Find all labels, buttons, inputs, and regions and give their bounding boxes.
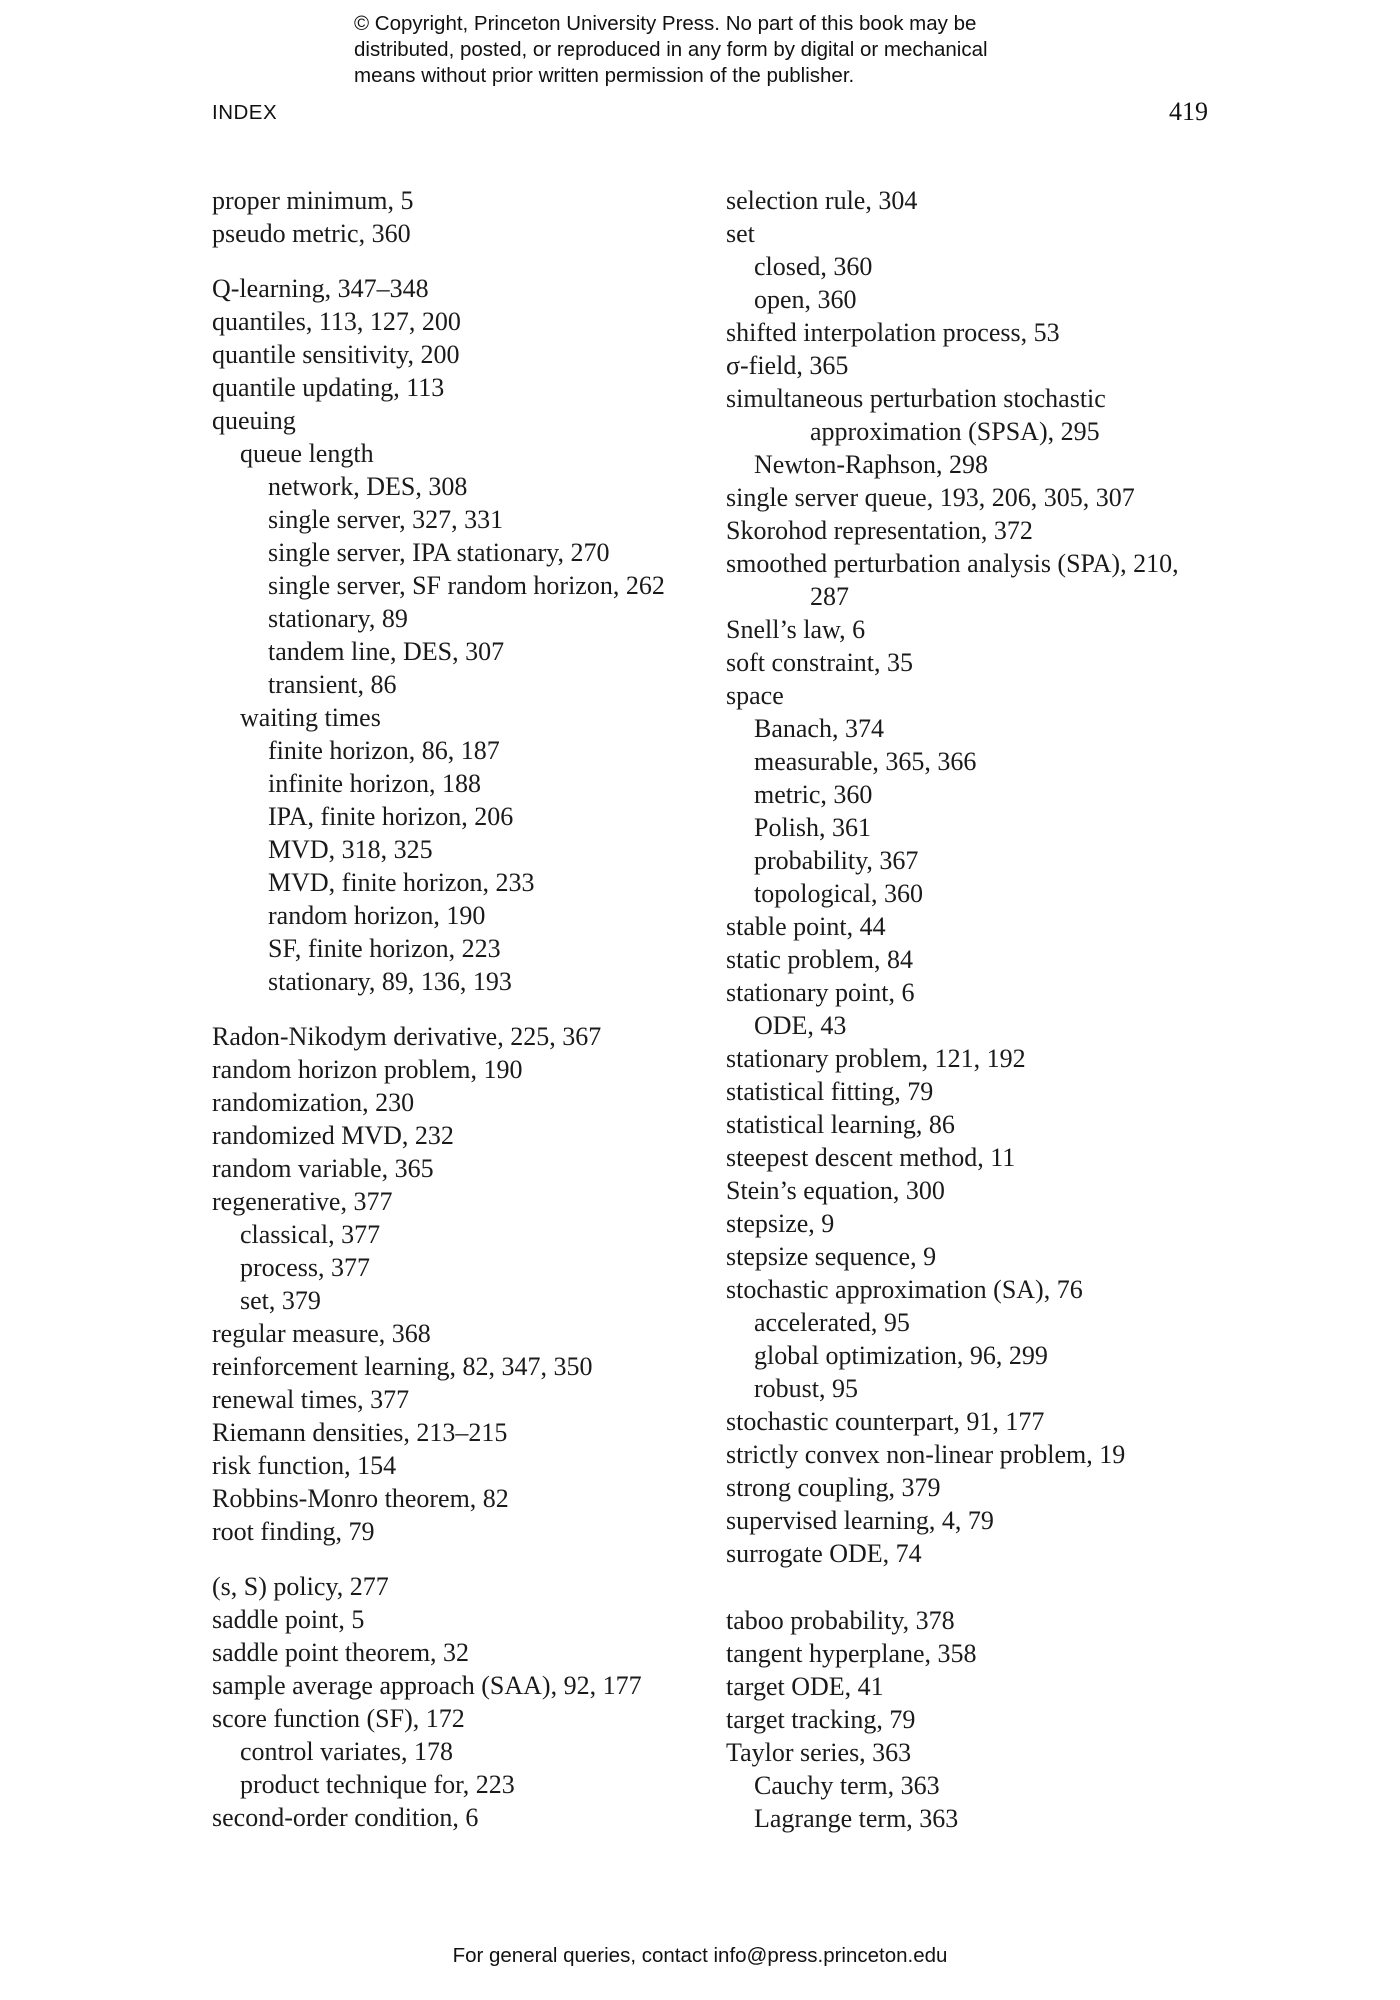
index-entry: Riemann densities, 213–215 <box>212 1418 508 1447</box>
index-entry: reinforcement learning, 82, 347, 350 <box>212 1352 593 1381</box>
index-subsubentry: infinite horizon, 188 <box>268 769 482 798</box>
index-entry: sample average approach (SAA), 92, 177 <box>212 1671 642 1700</box>
index-entry: stationary problem, 121, 192 <box>726 1044 1026 1073</box>
index-entry-continuation: 287 <box>810 582 849 611</box>
index-entry: Skorohod representation, 372 <box>726 516 1033 545</box>
index-entry: Taylor series, 363 <box>726 1738 912 1767</box>
index-entry: stochastic counterpart, 91, 177 <box>726 1407 1045 1436</box>
index-entry: random horizon problem, 190 <box>212 1055 523 1084</box>
index-entry: (s, S) policy, 277 <box>212 1572 389 1601</box>
index-subsubentry: random horizon, 190 <box>268 901 486 930</box>
index-entry: tangent hyperplane, 358 <box>726 1639 977 1668</box>
index-subentry: Polish, 361 <box>754 813 872 842</box>
index-subentry: Banach, 374 <box>754 714 884 743</box>
index-entry: statistical fitting, 79 <box>726 1077 934 1106</box>
index-entry: random variable, 365 <box>212 1154 434 1183</box>
index-entry: root finding, 79 <box>212 1517 375 1546</box>
index-entry: simultaneous perturbation stochastic <box>726 384 1106 413</box>
copyright-line: © Copyright, Princeton University Press. No part of this book may be <box>354 12 977 35</box>
index-subsubentry: stationary, 89, 136, 193 <box>268 967 512 996</box>
index-subentry: control variates, 178 <box>240 1737 453 1766</box>
index-subentry: queue length <box>240 439 374 468</box>
index-entry: space <box>726 681 784 710</box>
index-subsubentry: MVD, 318, 325 <box>268 835 433 864</box>
index-subentry: global optimization, 96, 299 <box>754 1341 1048 1370</box>
index-entry: queuing <box>212 406 296 435</box>
index-subentry: metric, 360 <box>754 780 873 809</box>
index-entry: saddle point theorem, 32 <box>212 1638 470 1667</box>
running-head: INDEX <box>212 101 278 124</box>
index-subentry: probability, 367 <box>754 846 919 875</box>
index-entry: surrogate ODE, 74 <box>726 1539 922 1568</box>
index-subentry: process, 377 <box>240 1253 370 1282</box>
index-entry: regenerative, 377 <box>212 1187 393 1216</box>
index-entry: steepest descent method, 11 <box>726 1143 1016 1172</box>
index-entry: proper minimum, 5 <box>212 186 414 215</box>
index-entry: saddle point, 5 <box>212 1605 365 1634</box>
index-entry: shifted interpolation process, 53 <box>726 318 1060 347</box>
index-entry: stochastic approximation (SA), 76 <box>726 1275 1083 1304</box>
index-entry: stationary point, 6 <box>726 978 915 1007</box>
index-subentry: accelerated, 95 <box>754 1308 910 1337</box>
index-entry: set <box>726 219 755 248</box>
index-entry: strong coupling, 379 <box>726 1473 941 1502</box>
index-subsubentry: SF, finite horizon, 223 <box>268 934 501 963</box>
index-subentry: Newton-Raphson, 298 <box>754 450 988 479</box>
index-subsubentry: single server, 327, 331 <box>268 505 504 534</box>
index-entry: Snell’s law, 6 <box>726 615 866 644</box>
index-entry: smoothed perturbation analysis (SPA), 210, <box>726 549 1179 578</box>
index-subsubentry: single server, IPA stationary, 270 <box>268 538 610 567</box>
index-entry: stepsize sequence, 9 <box>726 1242 937 1271</box>
index-subentry: closed, 360 <box>754 252 873 281</box>
index-subentry: ODE, 43 <box>754 1011 847 1040</box>
index-entry: supervised learning, 4, 79 <box>726 1506 994 1535</box>
copyright-line: means without prior written permission of the publisher. <box>354 64 855 87</box>
index-entry: single server queue, 193, 206, 305, 307 <box>726 483 1135 512</box>
index-entry: quantiles, 113, 127, 200 <box>212 307 461 336</box>
index-entry: quantile sensitivity, 200 <box>212 340 460 369</box>
index-subentry: product technique for, 223 <box>240 1770 515 1799</box>
index-entry: target ODE, 41 <box>726 1672 884 1701</box>
index-entry: second-order condition, 6 <box>212 1803 479 1832</box>
index-entry: stable point, 44 <box>726 912 886 941</box>
index-subentry: robust, 95 <box>754 1374 858 1403</box>
index-subentry: open, 360 <box>754 285 857 314</box>
letter-group-gap <box>212 998 712 1020</box>
index-entry: Radon-Nikodym derivative, 225, 367 <box>212 1022 602 1051</box>
index-entry-continuation: approximation (SPSA), 295 <box>810 417 1100 446</box>
index-entry: risk function, 154 <box>212 1451 397 1480</box>
index-entry: randomized MVD, 232 <box>212 1121 454 1150</box>
index-entry: stepsize, 9 <box>726 1209 835 1238</box>
index-subsubentry: stationary, 89 <box>268 604 408 633</box>
index-entry: randomization, 230 <box>212 1088 415 1117</box>
index-entry: score function (SF), 172 <box>212 1704 465 1733</box>
index-subentry: Lagrange term, 363 <box>754 1804 959 1833</box>
letter-group-gap <box>212 1548 712 1570</box>
index-entry: pseudo metric, 360 <box>212 219 411 248</box>
index-subsubentry: finite horizon, 86, 187 <box>268 736 500 765</box>
index-entry: Stein’s equation, 300 <box>726 1176 945 1205</box>
index-subentry: set, 379 <box>240 1286 321 1315</box>
copyright-notice <box>354 11 1114 89</box>
page-number: 419 <box>1169 97 1208 126</box>
index-subsubentry: tandem line, DES, 307 <box>268 637 505 666</box>
index-entry: target tracking, 79 <box>726 1705 916 1734</box>
index-entry: taboo probability, 378 <box>726 1606 955 1635</box>
index-entry: selection rule, 304 <box>726 186 918 215</box>
index-column-right <box>726 184 1226 1835</box>
index-subentry: Cauchy term, 363 <box>754 1771 940 1800</box>
index-column-left <box>212 184 712 1834</box>
index-entry: Q-learning, 347–348 <box>212 274 429 303</box>
index-entry: renewal times, 377 <box>212 1385 410 1414</box>
index-subsubentry: single server, SF random horizon, 262 <box>268 571 665 600</box>
index-entry: soft constraint, 35 <box>726 648 914 677</box>
index-entry: static problem, 84 <box>726 945 914 974</box>
letter-group-gap <box>726 1570 1226 1604</box>
index-subentry: waiting times <box>240 703 381 732</box>
index-subentry: measurable, 365, 366 <box>754 747 977 776</box>
index-entry: strictly convex non-linear problem, 19 <box>726 1440 1126 1469</box>
index-subsubentry: transient, 86 <box>268 670 397 699</box>
index-subsubentry: network, DES, 308 <box>268 472 468 501</box>
index-subentry: classical, 377 <box>240 1220 381 1249</box>
index-entry: σ-field, 365 <box>726 351 849 380</box>
index-entry: regular measure, 368 <box>212 1319 431 1348</box>
index-subsubentry: MVD, finite horizon, 233 <box>268 868 535 897</box>
index-subsubentry: IPA, finite horizon, 206 <box>268 802 514 831</box>
index-entry: statistical learning, 86 <box>726 1110 955 1139</box>
letter-group-gap <box>212 250 712 272</box>
index-entry: Robbins-Monro theorem, 82 <box>212 1484 509 1513</box>
index-entry: quantile updating, 113 <box>212 373 445 402</box>
copyright-line: distributed, posted, or reproduced in any form by digital or mechanical <box>354 38 988 61</box>
index-subentry: topological, 360 <box>754 879 923 908</box>
footer-contact: For general queries, contact info@press.princeton.edu <box>452 1944 948 1967</box>
